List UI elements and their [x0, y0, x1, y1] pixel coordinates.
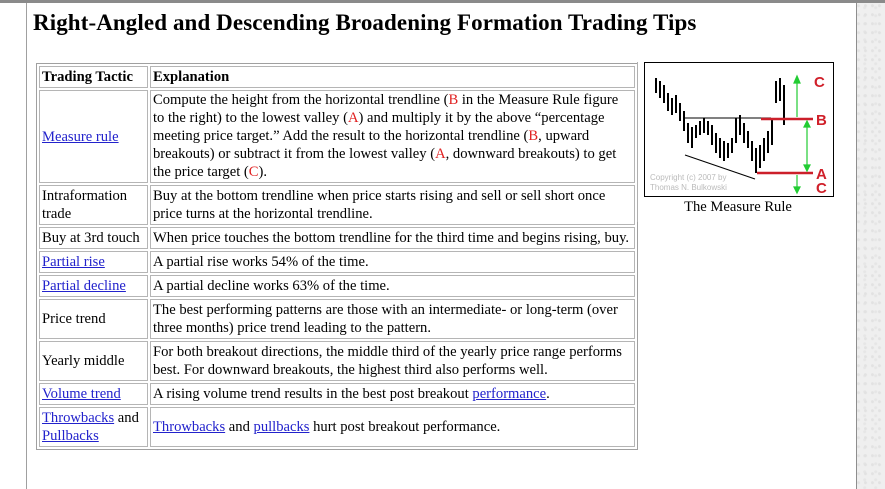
measure-rule-link[interactable]: Measure rule [42, 128, 119, 145]
table-row [39, 341, 635, 381]
header-trading-tactic: Trading Tactic [39, 66, 148, 88]
tactic-cell: Yearly middle [39, 341, 148, 381]
pullbacks-link[interactable]: Pullbacks [42, 428, 99, 444]
page-left-border [26, 3, 27, 489]
measure-rule-figure [637, 62, 838, 222]
throwbacks-link[interactable]: Throwbacks [42, 410, 115, 426]
page-title: Right-Angled and Descending Broadening Formation Trading Tips [33, 10, 697, 35]
text: ). [258, 164, 268, 180]
tactic-cell [39, 90, 148, 183]
volume-trend-link[interactable]: Volume trend [42, 386, 121, 402]
tactic-cell [39, 251, 148, 273]
window-top-border [0, 0, 885, 3]
tactic-cell: Price trend [39, 299, 148, 339]
label-c-top: C [814, 74, 825, 91]
table-row [39, 275, 635, 297]
text: . [546, 386, 550, 402]
text: Compute the height from the horizontal trendline ( [153, 92, 449, 108]
page-right-background [856, 3, 885, 489]
partial-decline-link[interactable]: Partial decline [42, 278, 126, 294]
label-b: B [816, 112, 827, 129]
measure-arrows [794, 76, 810, 193]
tactic-cell [39, 407, 148, 447]
explanation-cell [150, 407, 635, 447]
text: , downward breakouts) to get the price target ( [153, 146, 617, 180]
label-b: B [448, 92, 459, 108]
pullbacks-link[interactable]: pullbacks [253, 419, 310, 435]
measure-rule-chart [644, 62, 834, 197]
explanation-cell: A partial rise works 54% of the time. [150, 251, 635, 273]
text: and [225, 419, 254, 435]
copyright-author: Thomas N. Bulkowski [650, 183, 727, 192]
text: in the Measure Rule figure to the right) to the lowest valley ( [153, 92, 619, 126]
tactic-cell [39, 383, 148, 405]
table-row [39, 90, 635, 183]
label-a: A [435, 146, 446, 162]
header-explanation: Explanation [150, 66, 635, 88]
label-c: C [248, 164, 259, 180]
copyright-notice [650, 173, 727, 193]
table-row [39, 185, 635, 225]
label-c-bottom: C [816, 180, 827, 196]
tactic-cell: Intraformation trade [39, 185, 148, 225]
figure-caption: The Measure Rule [684, 199, 792, 215]
explanation-cell: The best performing patterns are those with an intermediate- or long-term (over three months) price trend leading to the pattern. [150, 299, 635, 339]
trading-tips-table [36, 63, 638, 450]
text: A rising volume trend results in the best post breakout [153, 386, 473, 402]
text: , upward breakouts) or subtract it from the lowest valley ( [153, 128, 590, 162]
table-row [39, 383, 635, 405]
partial-rise-link[interactable]: Partial rise [42, 254, 105, 270]
explanation-cell [150, 383, 635, 405]
explanation-cell: A partial decline works 63% of the time. [150, 275, 635, 297]
explanation-cell: For both breakout directions, the middle third of the yearly price range performs best. For downward breakouts, the highest third also performs well. [150, 341, 635, 381]
price-bars [656, 78, 784, 173]
explanation-cell: Buy at the bottom trendline when price starts rising and sell or sell short once price turns at the horizontal trendline. [150, 185, 635, 225]
text: hurt post breakout performance. [309, 419, 501, 435]
explanation-cell [150, 90, 635, 183]
label-b: B [528, 128, 539, 144]
label-a: A [816, 166, 827, 183]
tactic-cell: Buy at 3rd touch [39, 227, 148, 249]
performance-link[interactable]: performance [472, 386, 547, 402]
table-row [39, 299, 635, 339]
table-row [39, 407, 635, 447]
throwbacks-link[interactable]: Throwbacks [153, 419, 226, 435]
label-a: A [347, 110, 359, 126]
table-header-row [39, 66, 635, 88]
copyright-line: Copyright (c) 2007 by [650, 173, 727, 182]
text: and [114, 410, 139, 426]
explanation-cell: When price touches the bottom trendline for the third time and begins rising, buy. [150, 227, 635, 249]
text: ) and multiply it by the above “percentage meeting price target.” Add the result to the horizontal trendline ( [153, 110, 605, 144]
table-row [39, 251, 635, 273]
tactic-cell [39, 275, 148, 297]
table-row [39, 227, 635, 249]
